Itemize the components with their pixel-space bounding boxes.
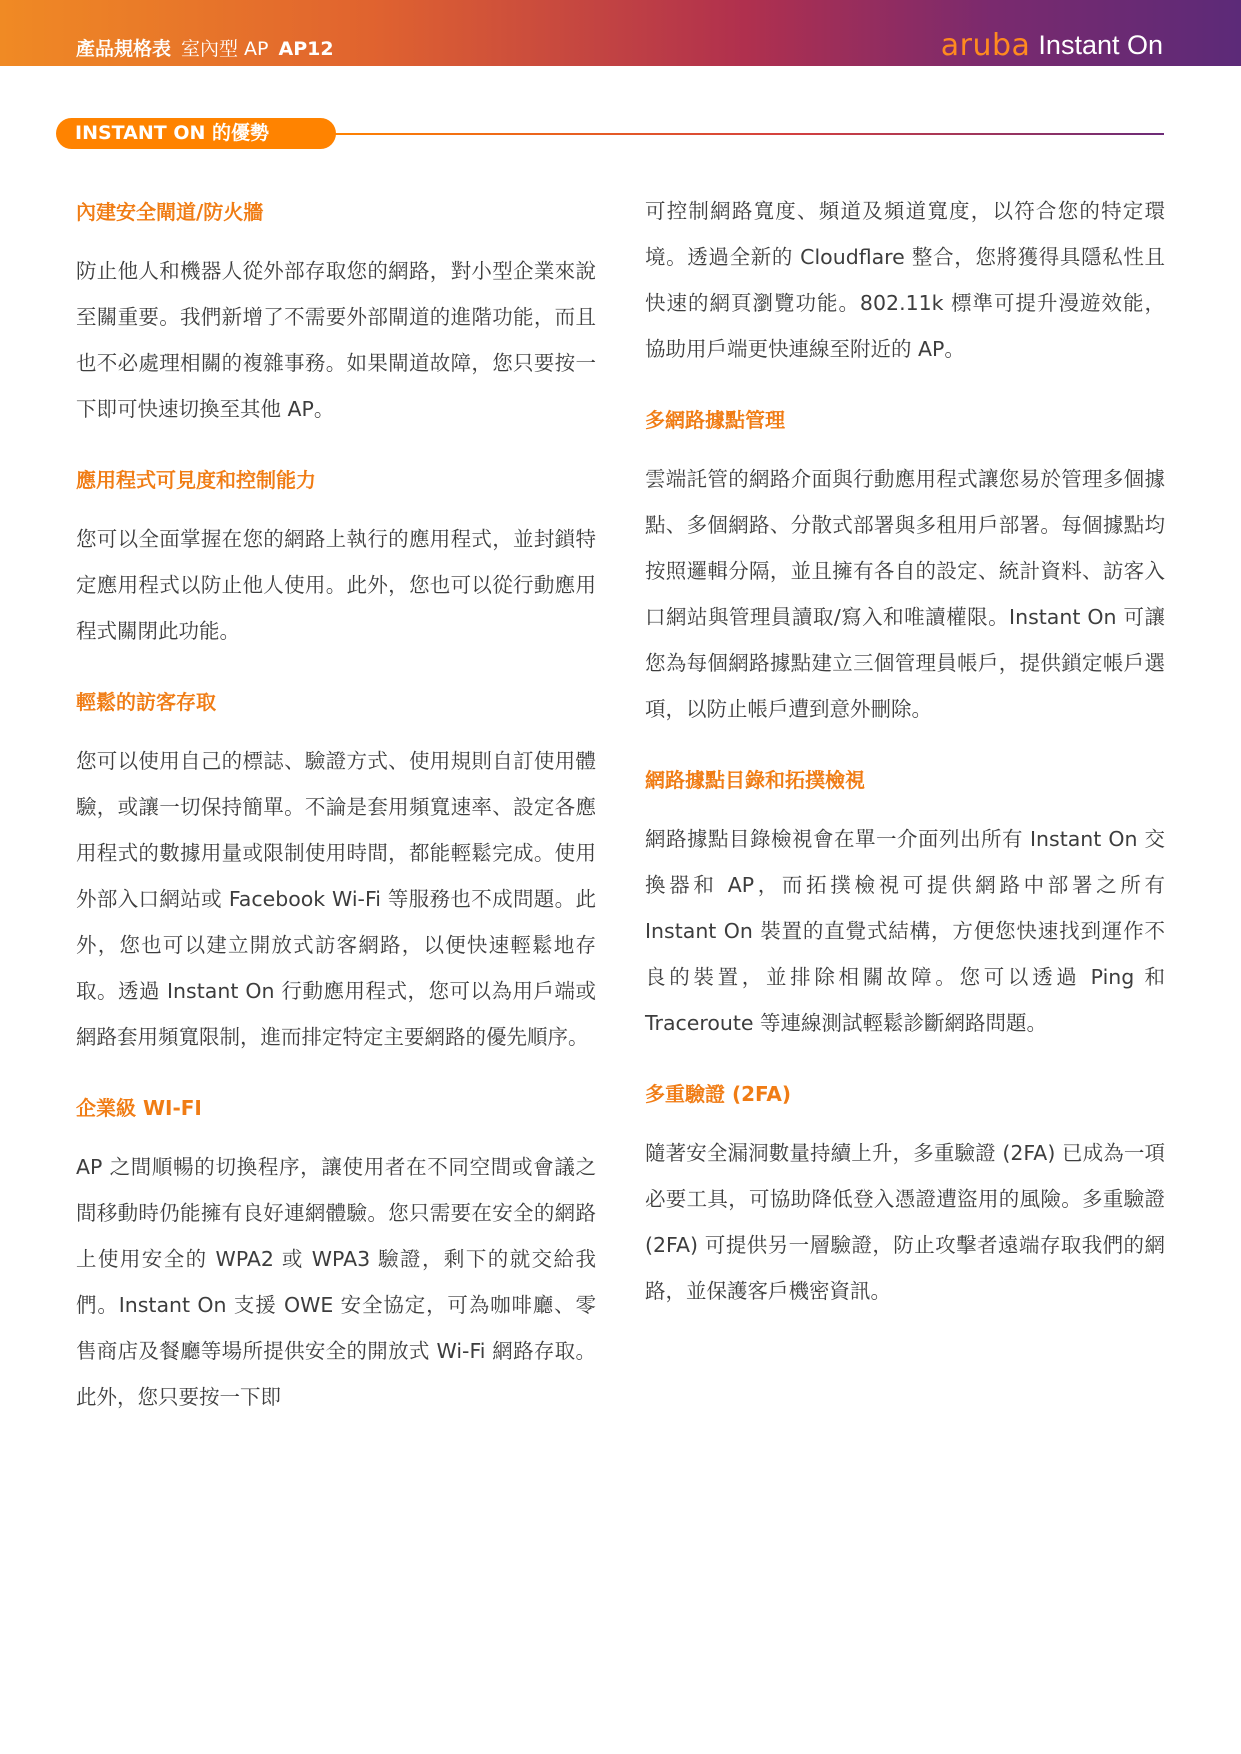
body-enterprise-wifi-continued: 可控制網路寬度、頻道及頻道寬度，以符合您的特定環境。透過全新的 Cloudflare 整合，您將獲得具隱私性且快速的網頁瀏覽功能。802.11k 標準可提升漫遊效能，協助用戶端更快連線至附近的 AP。 bbox=[645, 199, 1165, 361]
body-2fa: 隨著安全漏洞數量持續上升，多重驗證 (2FA) 已成為一項必要工具，可協助降低登入憑證遭盜用的風險。多重驗證 (2FA) 可提供另一層驗證，防止攻擊者遠端存取我們的網路，並保護客戶機密資訊。 bbox=[645, 1141, 1165, 1303]
logo-brand: aruba bbox=[940, 27, 1031, 63]
heading-multi-site: 多網路據點管理 bbox=[645, 408, 785, 432]
section-title: INSTANT ON 的優勢 bbox=[56, 118, 336, 149]
right-column bbox=[645, 188, 1165, 1314]
heading-gateway-firewall: 內建安全閘道/防火牆 bbox=[76, 200, 264, 224]
body-guest-access: 您可以使用自己的標誌、驗證方式、使用規則自訂使用體驗，或讓一切保持簡單。不論是套用頻寬速率、設定各應用程式的數據用量或限制使用時間，都能輕鬆完成。使用外部入口網站或 Facebook Wi-Fi 等服務也不成問題。此外，您也可以建立開放式訪客網路，以便快速輕鬆地存取。透過 Instant On 行動應用程式，您可以為用戶端或網路套用頻寬限制，進而排定特定主要網路的優先順序。 bbox=[76, 749, 596, 1049]
aruba-instant-on-logo bbox=[941, 27, 1163, 63]
header-title bbox=[76, 34, 334, 61]
heading-app-visibility: 應用程式可見度和控制能力 bbox=[76, 468, 316, 492]
heading-topology: 網路據點目錄和拓撲檢視 bbox=[645, 768, 865, 792]
header-bar bbox=[0, 0, 1241, 66]
left-column bbox=[76, 188, 596, 1420]
body-topology: 網路據點目錄檢視會在單一介面列出所有 Instant On 交換器和 AP，而拓撲檢視可提供網路中部署之所有 Instant On 裝置的直覺式結構，方便您快速找到運作不良的裝置，並排除相關故障。您可以透過 Ping 和 Traceroute 等連線測試輕鬆診斷網路問題。 bbox=[645, 827, 1165, 1035]
body-gateway-firewall: 防止他人和機器人從外部存取您的網路，對小型企業來說至關重要。我們新增了不需要外部閘道的進階功能，而且也不必處理相關的複雜事務。如果閘道故障，您只要按一下即可快速切換至其他 AP。 bbox=[76, 259, 596, 421]
doc-type: 產品規格表 bbox=[76, 38, 172, 60]
logo-product: Instant On bbox=[1038, 29, 1163, 60]
product-type: 室內型 AP bbox=[181, 38, 269, 60]
body-app-visibility: 您可以全面掌握在您的網路上執行的應用程式，並封鎖特定應用程式以防止他人使用。此外，您也可以從行動應用程式關閉此功能。 bbox=[76, 527, 596, 643]
heading-2fa: 多重驗證 (2FA) bbox=[645, 1082, 792, 1106]
body-multi-site: 雲端託管的網路介面與行動應用程式讓您易於管理多個據點、多個網路、分散式部署與多租用戶部署。每個據點均按照邏輯分隔，並且擁有各自的設定、統計資料、訪客入口網站與管理員讀取/寫入和唯讀權限。Instant On 可讓您為每個網路據點建立三個管理員帳戶，提供鎖定帳戶選項，以防止帳戶遭到意外刪除。 bbox=[645, 467, 1165, 721]
heading-guest-access: 輕鬆的訪客存取 bbox=[76, 690, 216, 714]
body-enterprise-wifi: AP 之間順暢的切換程序，讓使用者在不同空間或會議之間移動時仍能擁有良好連網體驗。您只需要在安全的網路上使用安全的 WPA2 或 WPA3 驗證，剩下的就交給我們。Instant On 支援 OWE 安全協定，可為咖啡廳、零售商店及餐廳等場所提供安全的開放式 Wi-Fi 網路存取。此外，您只要按一下即 bbox=[76, 1155, 596, 1409]
section-divider bbox=[332, 133, 1164, 135]
model-name: AP12 bbox=[278, 38, 334, 60]
heading-enterprise-wifi: 企業級 WI-FI bbox=[76, 1096, 202, 1120]
